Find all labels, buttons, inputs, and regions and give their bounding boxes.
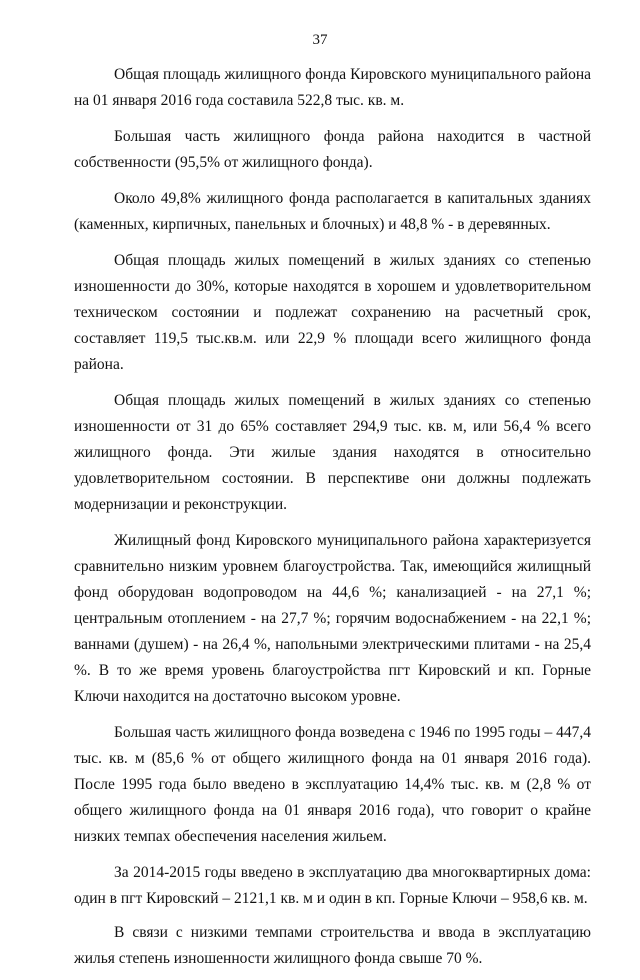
paragraph-amenities: Жилищный фонд Кировского муниципального района характеризуется сравнительно низким уровнем благоустройства. Так, имеющийся жилищный фонд оборудован водопроводом на 44,6 %; канализацией - на 27,1 %; центральным отоплением - на 27,7 %; горячим водоснабжением - на 22,1 %; ваннами (душем) - на 26,4 %, напольными электрическими плитами - на 25,4 %. В то же время уровень благоустройства пгт Кировский и кп. Горные Ключи находится на достаточно высоком уровне.: [74, 532, 591, 705]
paragraph-total-area: Общая площадь жилищного фонда Кировского муниципального района на 01 января 2016 года составила 522,8 тыс. кв. м.: [74, 66, 591, 109]
page-number: 37: [312, 32, 328, 48]
paragraph-wear-up-to-30: Общая площадь жилых помещений в жилых зданиях со степенью изношенности до 30%, которые находятся в хорошем и удовлетворительном техническом состоянии и подлежат сохранению на расчетный срок, составляет 119,5 тыс.кв.м. или 22,9 % площади всего жилищного фонда района.: [74, 252, 591, 373]
body-text: [74, 62, 591, 980]
paragraph-wear-above-70: В связи с низкими темпами строительства и ввода в эксплуатацию жилья степень изношенности жилищного фонда свыше 70 %.: [74, 924, 591, 967]
paragraph-construction-period: Большая часть жилищного фонда возведена с 1946 по 1995 годы – 447,4 тыс. кв. м (85,6 % от общего жилищного фонда на 01 января 2016 года). После 1995 года было введено в эксплуатацию 14,4% тыс. кв. м (2,8 % от общего жилищного фонда на 01 января 2016 года), что говорит о крайне низких темпах обеспечения населения жильем.: [74, 724, 591, 845]
paragraph-new-buildings: За 2014-2015 годы введено в эксплуатацию два многоквартирных дома: один в пгт Кировский – 2121,1 кв. м и один в кп. Горные Ключи – 958,6 кв. м.: [74, 864, 591, 907]
paragraph-wear-31-to-65: Общая площадь жилых помещений в жилых зданиях со степенью изношенности от 31 до 65% составляет 294,9 тыс. кв. м, или 56,4 % всего жилищного фонда. Эти жилые здания находятся в относительно удовлетворительном состоянии. В перспективе они должны подлежать модернизации и реконструкции.: [74, 392, 591, 513]
paragraph-private-ownership: Большая часть жилищного фонда района находится в частной собственности (95,5% от жилищного фонда).: [74, 128, 591, 171]
paragraph-building-materials: Около 49,8% жилищного фонда располагается в капитальных зданиях (каменных, кирпичных, панельных и блочных) и 48,8 % - в деревянных.: [74, 190, 591, 233]
